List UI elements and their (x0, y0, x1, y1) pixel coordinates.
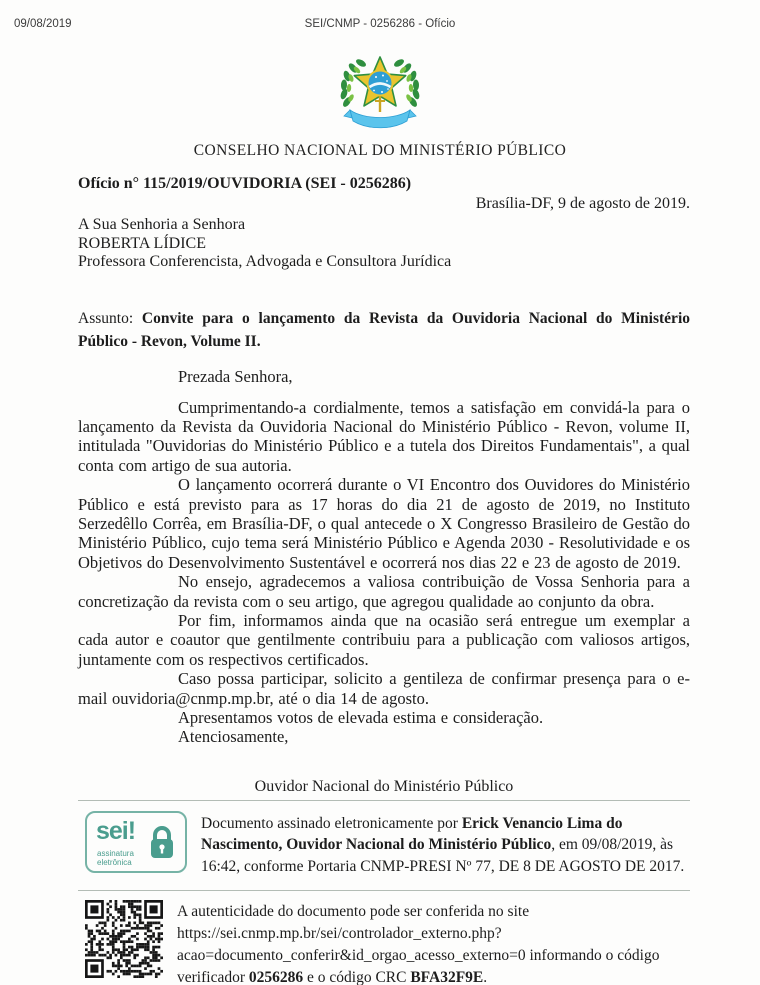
recipient-title: Professora Conferencista, Advogada e Consultora Jurídica (78, 253, 452, 270)
recipient-block (78, 216, 690, 272)
verification-block (78, 900, 690, 985)
divider (78, 890, 690, 891)
subject-label: Assunto: (78, 309, 134, 327)
sei-stamp (85, 811, 187, 873)
verifier-code: 0256286 (248, 969, 304, 985)
closing-votes: Apresentamos votos de elevada estima e consideração. (178, 708, 544, 727)
verification-url: https://sei.cnmp.mp.br/sei/controlador_externo.php? (177, 925, 502, 943)
place-date: Brasília-DF, 9 de agosto de 2019. (475, 195, 690, 212)
org-name: CONSELHO NACIONAL DO MINISTÉRIO PÚBLICO (193, 142, 567, 159)
signature-statement: Documento assinado eletronicamente por Erick Venancio Lima do Nascimento, Ouvidor Nacional do Ministério Público, em 09/08/2019, às 16:42, conforme Portaria CNMP-PRESI Nº 77, DE 8 DE AGOSTO DE 2017. (201, 814, 685, 875)
signer-name: Erick Venancio Lima do Nascimento, Ouvidor Nacional do Ministério Público (201, 814, 623, 854)
verification-text: A autenticidade do documento pode ser conferida no site https://sei.cnmp.mp.br/sei/controlador_externo.php? acao=documento_conferir&id_orgao_acesso_externo=0 informando o código verificador 0256286 e o código CRC BFA32F9E. (177, 903, 660, 985)
body-paragraph: Cumprimentando-a cordialmente, temos a satisfação em convidá-la para o lançamento da Revista da Ouvidoria Nacional do Ministério Público - Revon, volume II, intitulada "Ouvidorias do Ministério Público e a tutela dos Direitos Fundamentais", a qual conta com artigo de sua autoria. (78, 397, 690, 475)
body-paragraph: Caso possa participar, solicito a gentileza de confirmar presença para o e-mail ouvidoria@cnmp.mp.br, até o dia 14 de agosto. (78, 669, 690, 708)
letter-body (78, 175, 690, 985)
subject-text: Convite para o lançamento da Revista da Ouvidoria Nacional do Ministério Público - Revon, Volume II. (78, 309, 690, 350)
paragraphs (78, 398, 690, 747)
reference-number: Ofício n° 115/2019/OUVIDORIA (SEI - 0256286) (78, 175, 412, 192)
print-date: 09/08/2019 (14, 18, 72, 30)
closing-regards: Atenciosamente, (178, 727, 289, 747)
body-paragraph: O lançamento ocorrerá durante o VI Encontro dos Ouvidores do Ministério Público e está previsto para as 17 horas do dia 21 de agosto de 2019, no Instituto Serzedêllo Corrêa, em Brasília-DF, o qual antecede o X Congresso Brasileiro de Gestão do Ministério Público, cujo tema será Ministério Público e Agenda 2030 - Resolutividade e os Objetivos do Desenvolvimento Sustentável e ocorrerá nos dias 22 e 23 de agosto de 2019. (78, 475, 690, 572)
sei-logo-subtext: assinatura eletrônica (97, 848, 134, 867)
padlock-icon (147, 825, 177, 861)
body-paragraph: No ensejo, agradecemos a valiosa contribuição de Vossa Senhoria para a concretização da revista com o seu artigo, que agregou qualidade ao conjunto da obra. (78, 572, 690, 611)
body-paragraph: Por fim, informamos ainda que na ocasião será entregue um exemplar a cada autor e coautor que gentilmente contribuiu para a publicação com valiosos artigos, juntamente com os respectivos certificados. (78, 610, 690, 669)
print-header (0, 18, 760, 34)
qr-code (85, 900, 163, 978)
print-document-title: SEI/CNMP - 0256286 - Ofício (304, 18, 456, 30)
recipient-name: ROBERTA LÍDICE (78, 234, 206, 252)
recipient-salutation-line: A Sua Senhoria a Senhora (78, 216, 246, 233)
subject-line (78, 307, 690, 353)
sei-logo: sei! (96, 816, 136, 845)
salutation: Prezada Senhora, (178, 366, 293, 386)
crc-code: BFA32F9E (410, 969, 484, 985)
electronic-signature-block (78, 811, 690, 878)
brazil-coat-of-arms-icon (329, 54, 431, 130)
signature-title: Ouvidor Nacional do Ministério Público (254, 777, 514, 795)
divider (78, 800, 690, 801)
